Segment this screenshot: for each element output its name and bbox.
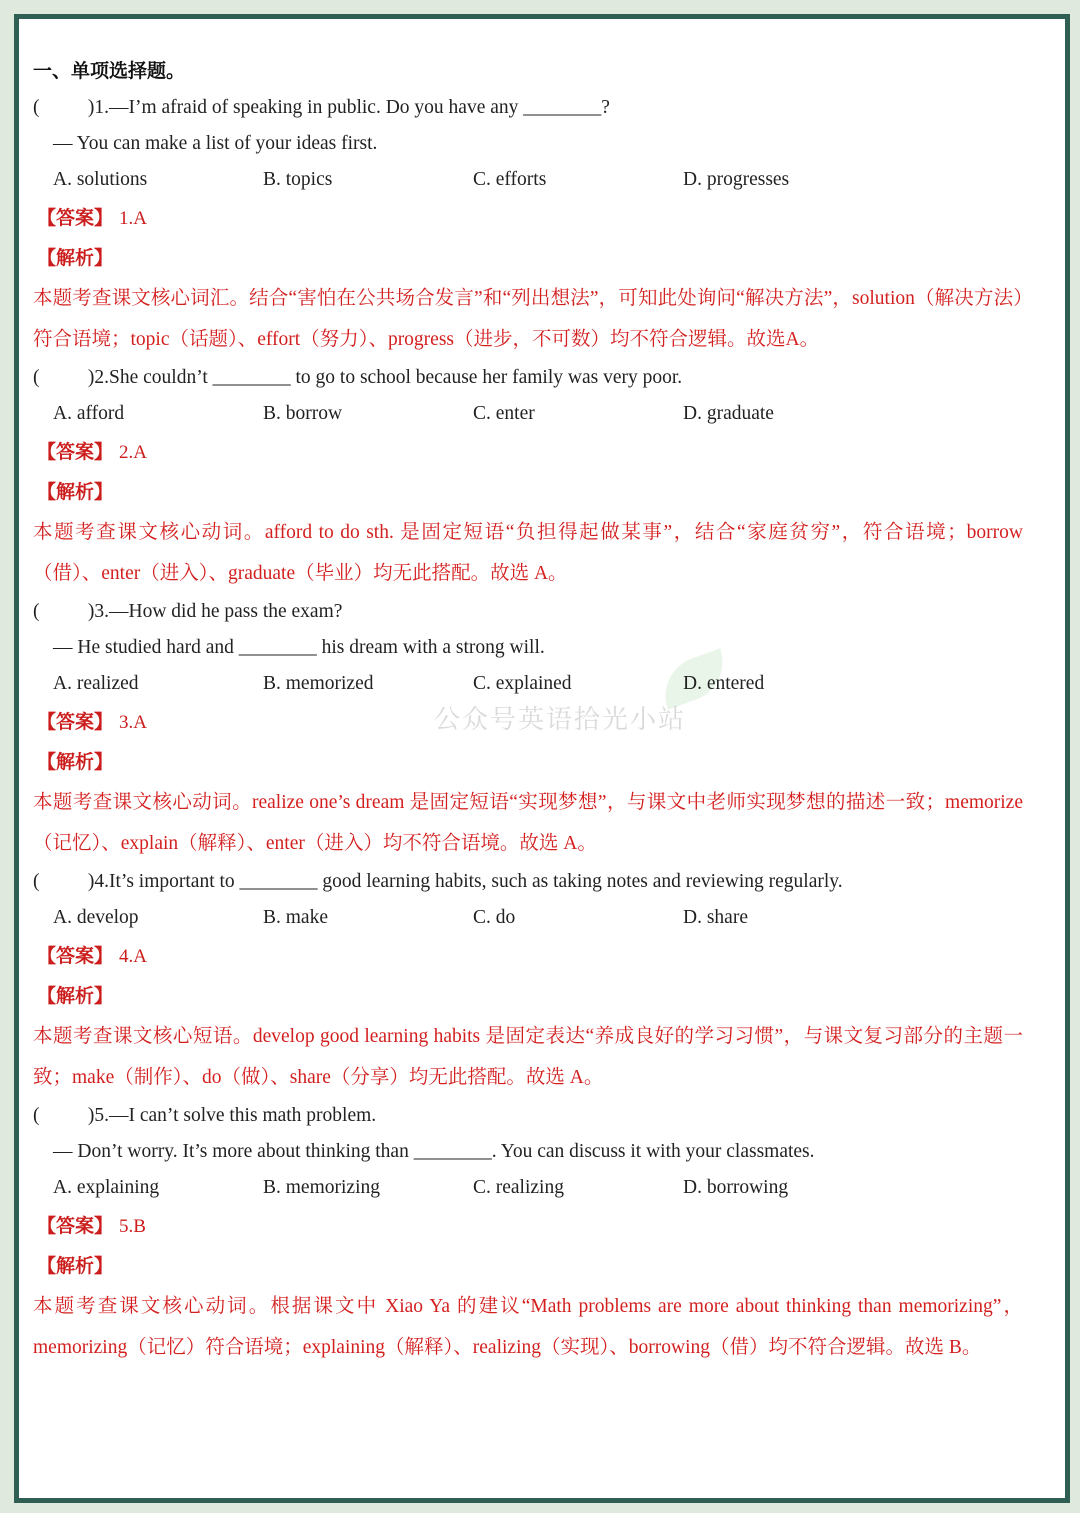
answer-row: [33, 432, 1023, 472]
answer-row: [33, 702, 1023, 742]
analysis-text: 本题考查课文核心词汇。结合“害怕在公共场合发言”和“列出想法”，可知此处询问“解决方法”，solution（解决方法）符合语境；topic（话题）、effort（努力）、progress（进步，不可数）均不符合逻辑。故选A。: [33, 288, 1023, 350]
answer-blank-paren: (: [33, 871, 40, 892]
analysis-text: 本题考查课文核心动词。realize one’s dream 是固定短语“实现梦想”，与课文中老师实现梦想的描述一致；memorize（记忆）、explain（解释）、enter（进入）均不符合语境。故选 A。: [33, 792, 1023, 854]
answer-value: 1.A: [119, 208, 147, 229]
question-reply: [33, 630, 1023, 666]
option-b: B. topics: [263, 169, 333, 190]
answer-label: 【答案】: [37, 711, 114, 733]
answer-label: 【答案】: [37, 441, 114, 463]
analysis-text: 本题考查课文核心短语。develop good learning habits 是固定表达“养成良好的学习习惯”，与课文复习部分的主题一致；make（制作）、do（做）、share（分享）均无此搭配。故选 A。: [33, 1026, 1023, 1088]
question-block: [33, 864, 1023, 1098]
answer-blank-paren: (: [33, 1105, 40, 1126]
question-text: )4.It’s important to ________ good learning habits, such as taking notes and reviewing regularly.: [83, 871, 843, 892]
option-a: A. afford: [53, 403, 125, 424]
option-b: B. make: [263, 907, 328, 928]
question-stem: [33, 594, 1023, 630]
question-list: [33, 90, 1023, 1368]
answer-value: 3.A: [119, 712, 147, 733]
option-c: C. explained: [473, 673, 572, 694]
option-c: C. realizing: [473, 1177, 564, 1198]
option-row: [33, 162, 1023, 198]
option-d: D. entered: [683, 673, 765, 694]
analysis-label: 【解析】: [37, 751, 114, 773]
option-d: D. share: [683, 907, 748, 928]
question-text: )1.—I’m afraid of speaking in public. Do you have any ________?: [83, 97, 610, 118]
answer-label: 【答案】: [37, 1215, 114, 1237]
answer-blank-paren: (: [33, 367, 40, 388]
answer-row: [33, 936, 1023, 976]
option-row: [33, 1170, 1023, 1206]
option-d: D. progresses: [683, 169, 790, 190]
question-text: — He studied hard and ________ his dream with a strong will.: [53, 637, 545, 658]
option-c: C. enter: [473, 403, 535, 424]
analysis-label: 【解析】: [37, 247, 114, 269]
analysis-label: 【解析】: [37, 1255, 114, 1277]
analysis-text: 本题考查课文核心动词。afford to do sth. 是固定短语“负担得起做某事”，结合“家庭贫穷”，符合语境；borrow（借）、enter（进入）、graduate（毕业）均无此搭配。故选 A。: [33, 522, 1023, 584]
option-a: A. explaining: [53, 1177, 160, 1198]
option-d: D. graduate: [683, 403, 774, 424]
question-block: [33, 360, 1023, 594]
question-text: )5.—I can’t solve this math problem.: [83, 1105, 377, 1126]
option-b: B. memorizing: [263, 1177, 380, 1198]
question-block: [33, 594, 1023, 864]
question-text: )3.—How did he pass the exam?: [83, 601, 343, 622]
analysis-text: 本题考查课文核心动词。根据课文中 Xiao Ya 的建议“Math problems are more about thinking than memorizing”，memorizing（记忆）符合语境；explaining（解释）、realizing（实现）、borrowing（借）均不符合逻辑。故选 B。: [33, 1296, 1023, 1358]
option-d: D. borrowing: [683, 1177, 789, 1198]
answer-row: [33, 1206, 1023, 1246]
analysis-label: 【解析】: [37, 481, 114, 503]
answer-blank-paren: (: [33, 97, 40, 118]
answer-value: 4.A: [119, 946, 147, 967]
option-row: [33, 900, 1023, 936]
question-reply: [33, 1134, 1023, 1170]
option-row: [33, 396, 1023, 432]
question-text: — Don’t worry. It’s more about thinking than ________. You can discuss it with your classmates.: [53, 1141, 815, 1162]
question-block: [33, 90, 1023, 360]
question-reply: [33, 126, 1023, 162]
option-c: C. do: [473, 907, 516, 928]
option-a: A. develop: [53, 907, 139, 928]
worksheet-content: [33, 52, 1023, 1368]
section-title: 一、单项选择题。: [33, 60, 186, 82]
question-text: — You can make a list of your ideas first.: [53, 133, 378, 154]
question-stem: [33, 1098, 1023, 1134]
answer-value: 2.A: [119, 442, 147, 463]
option-row: [33, 666, 1023, 702]
option-b: B. memorized: [263, 673, 374, 694]
question-stem: [33, 360, 1023, 396]
question-text: )2.She couldn’t ________ to go to school because her family was very poor.: [83, 367, 683, 388]
option-c: C. efforts: [473, 169, 547, 190]
option-a: A. solutions: [53, 169, 148, 190]
watermark: 公众号英语拾光小站: [434, 705, 687, 735]
question-block: [33, 1098, 1023, 1368]
answer-label: 【答案】: [37, 945, 114, 967]
question-stem: [33, 864, 1023, 900]
answer-blank-paren: (: [33, 601, 40, 622]
answer-label: 【答案】: [37, 207, 114, 229]
answer-value: 5.B: [119, 1216, 146, 1237]
option-b: B. borrow: [263, 403, 343, 424]
option-a: A. realized: [53, 673, 139, 694]
question-stem: [33, 90, 1023, 126]
analysis-label: 【解析】: [37, 985, 114, 1007]
answer-row: [33, 198, 1023, 238]
